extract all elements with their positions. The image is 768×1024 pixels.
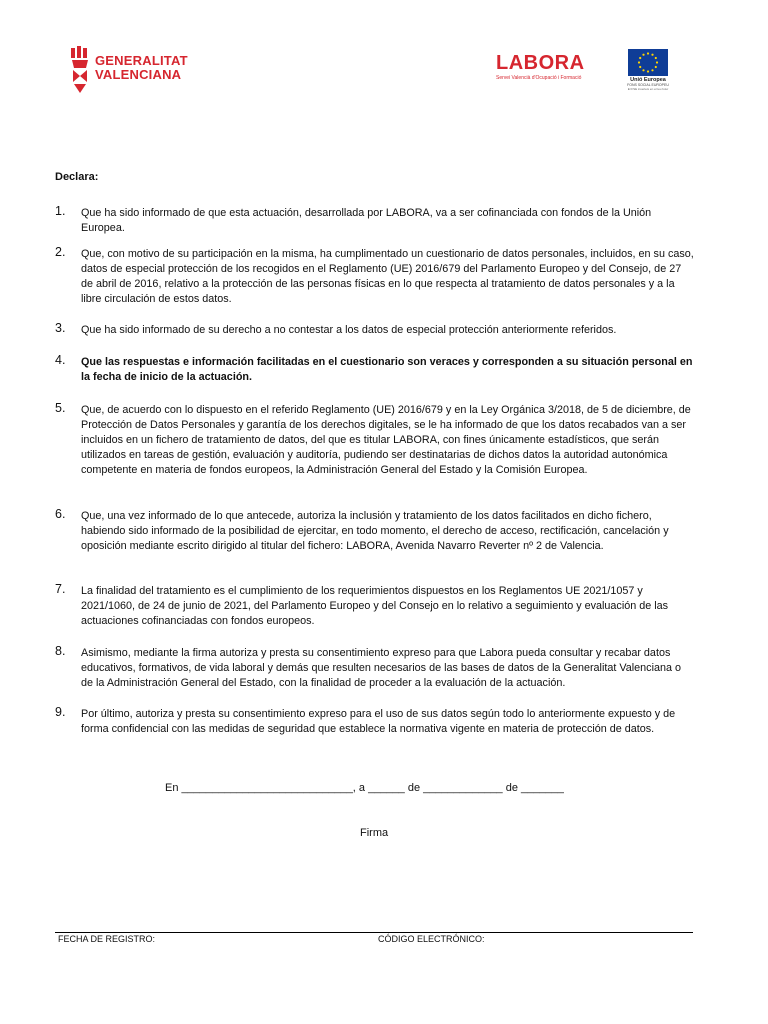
gv-logo-line1: GENERALITAT xyxy=(95,53,188,68)
labora-logo-name: LABORA xyxy=(496,52,585,74)
eu-logo-line1: Unió Europea xyxy=(630,77,666,83)
eu-star xyxy=(642,69,644,71)
signature-label: Firma xyxy=(360,827,389,839)
eu-star xyxy=(642,54,644,56)
eu-star xyxy=(639,57,641,59)
eu-logo-line2: FONS SOCIAL EUROPEU xyxy=(627,83,669,87)
item-number: 4. xyxy=(55,353,66,367)
eu-star xyxy=(651,54,653,56)
item-number: 5. xyxy=(55,401,66,415)
labora-logo-subtitle: Servei Valencià d'Ocupació i Formació xyxy=(496,75,582,81)
item-number: 2. xyxy=(55,245,66,259)
item-text: Que, de acuerdo con lo dispuesto en el referido Reglamento (UE) 2016/679 y en la Ley Orgánica 3/2018, de 5 de diciembre, de Protección de Datos Personales y garantía de los derechos digitales, se le ha informado de que los datos recabados van a ser incluidos en un fichero de tratamiento de datos, del que es titular LABORA, con fines únicamente estadísticos, que serán utilizados en tareas de gestión, evaluación y auditoría, pudiendo ser destinatarias de dichos datos la autoridad autonómica competente en materia de fondos europeos, la Administración General del Estado y la Comisión Europea. xyxy=(81,404,691,476)
footer-divider xyxy=(55,932,693,933)
item-number: 1. xyxy=(55,204,66,218)
item-number: 3. xyxy=(55,321,66,335)
declara-heading: Declara: xyxy=(55,171,99,183)
place-date-line: En ____________________________, a ______ de _____________ de _______ xyxy=(165,782,564,794)
eu-star xyxy=(655,66,657,68)
item-number: 8. xyxy=(55,644,66,658)
item-text: Que, con motivo de su participación en la misma, ha cumplimentado un cuestionario de datos personales, incluidos, en su caso, datos de especial protección de los recogidos en el Reglamento (UE) 2016/679 del Parlamento Europeo y del Consejo, de 27 de abril de 2016, relativo a la protección de las personas físicas en lo que respecta al tratamiento de datos personales y a la libre circulación de estos datos. xyxy=(81,248,694,305)
item-text: Asimismo, mediante la firma autoriza y presta su consentimiento expreso para que Labora pueda consultar y recabar datos educativos, formativos, de vida laboral y demás que resulten necesarios de las bases de datos de la Generalitat Valenciana o de la Administración General del Estado, con la finalidad de proceder a la evaluación de la actuación. xyxy=(81,647,681,689)
eu-logo-line3: El FSE inverteix en el teu futur xyxy=(627,87,669,91)
item-text: Por último, autoriza y presta su consentimiento expreso para el uso de sus datos según todo lo anteriormente expuesto y de forma confidencial con las medidas de seguridad que establece la normativa vigente en materia de protección de datos. xyxy=(81,708,676,735)
gv-logo-text xyxy=(95,54,188,82)
page-header xyxy=(0,0,768,110)
eu-star xyxy=(647,70,649,72)
registration-date-label: FECHA DE REGISTRO: xyxy=(58,934,156,944)
eu-star xyxy=(656,61,658,63)
eu-star xyxy=(638,61,640,63)
eu-logo xyxy=(626,49,676,97)
gv-emblem-icon xyxy=(70,46,92,94)
eu-star xyxy=(647,52,649,54)
eu-flag-icon xyxy=(628,49,668,76)
gv-logo-line2: VALENCIANA xyxy=(95,67,182,82)
item-text: Que, una vez informado de lo que antecede, autoriza la inclusión y tratamiento de los datos facilitados en dicho fichero, habiendo sido informado de la posibilidad de ejercitar, en todo momento, el derecho de acceso, rectificación, cancelación y oposición mediante escrito dirigido al titular del fichero: LABORA, Avenida Navarro Reverter nº 2 de Valencia. xyxy=(81,510,669,552)
electronic-code-label: CÓDIGO ELECTRÓNICO: xyxy=(378,934,485,944)
item-text: Que ha sido informado de que esta actuación, desarrollada por LABORA, va a ser cofinanciada con fondos de la Unión Europea. xyxy=(81,207,652,234)
item-number: 9. xyxy=(55,705,66,719)
item-number: 6. xyxy=(55,507,66,521)
item-text: La finalidad del tratamiento es el cumplimiento de los requerimientos dispuestos en los Reglamentos UE 2021/1057 y 2021/1060, de 24 de junio de 2021, del Parlamento Europeo y del Consejo en lo relativo a seguimiento y evaluación de las actuaciones cofinanciadas con fondos europeos. xyxy=(81,585,669,627)
item-text: Que ha sido informado de su derecho a no contestar a los datos de especial protección anteriormente referidos. xyxy=(81,324,617,336)
eu-star xyxy=(639,66,641,68)
generalitat-valenciana-logo xyxy=(70,46,190,98)
eu-star xyxy=(651,69,653,71)
item-number: 7. xyxy=(55,582,66,596)
item-text: Que las respuestas e información facilitadas en el cuestionario son veraces y corresponden a su situación personal en la fecha de inicio de la actuación. xyxy=(81,356,693,383)
labora-logo xyxy=(496,52,606,92)
eu-star xyxy=(655,57,657,59)
